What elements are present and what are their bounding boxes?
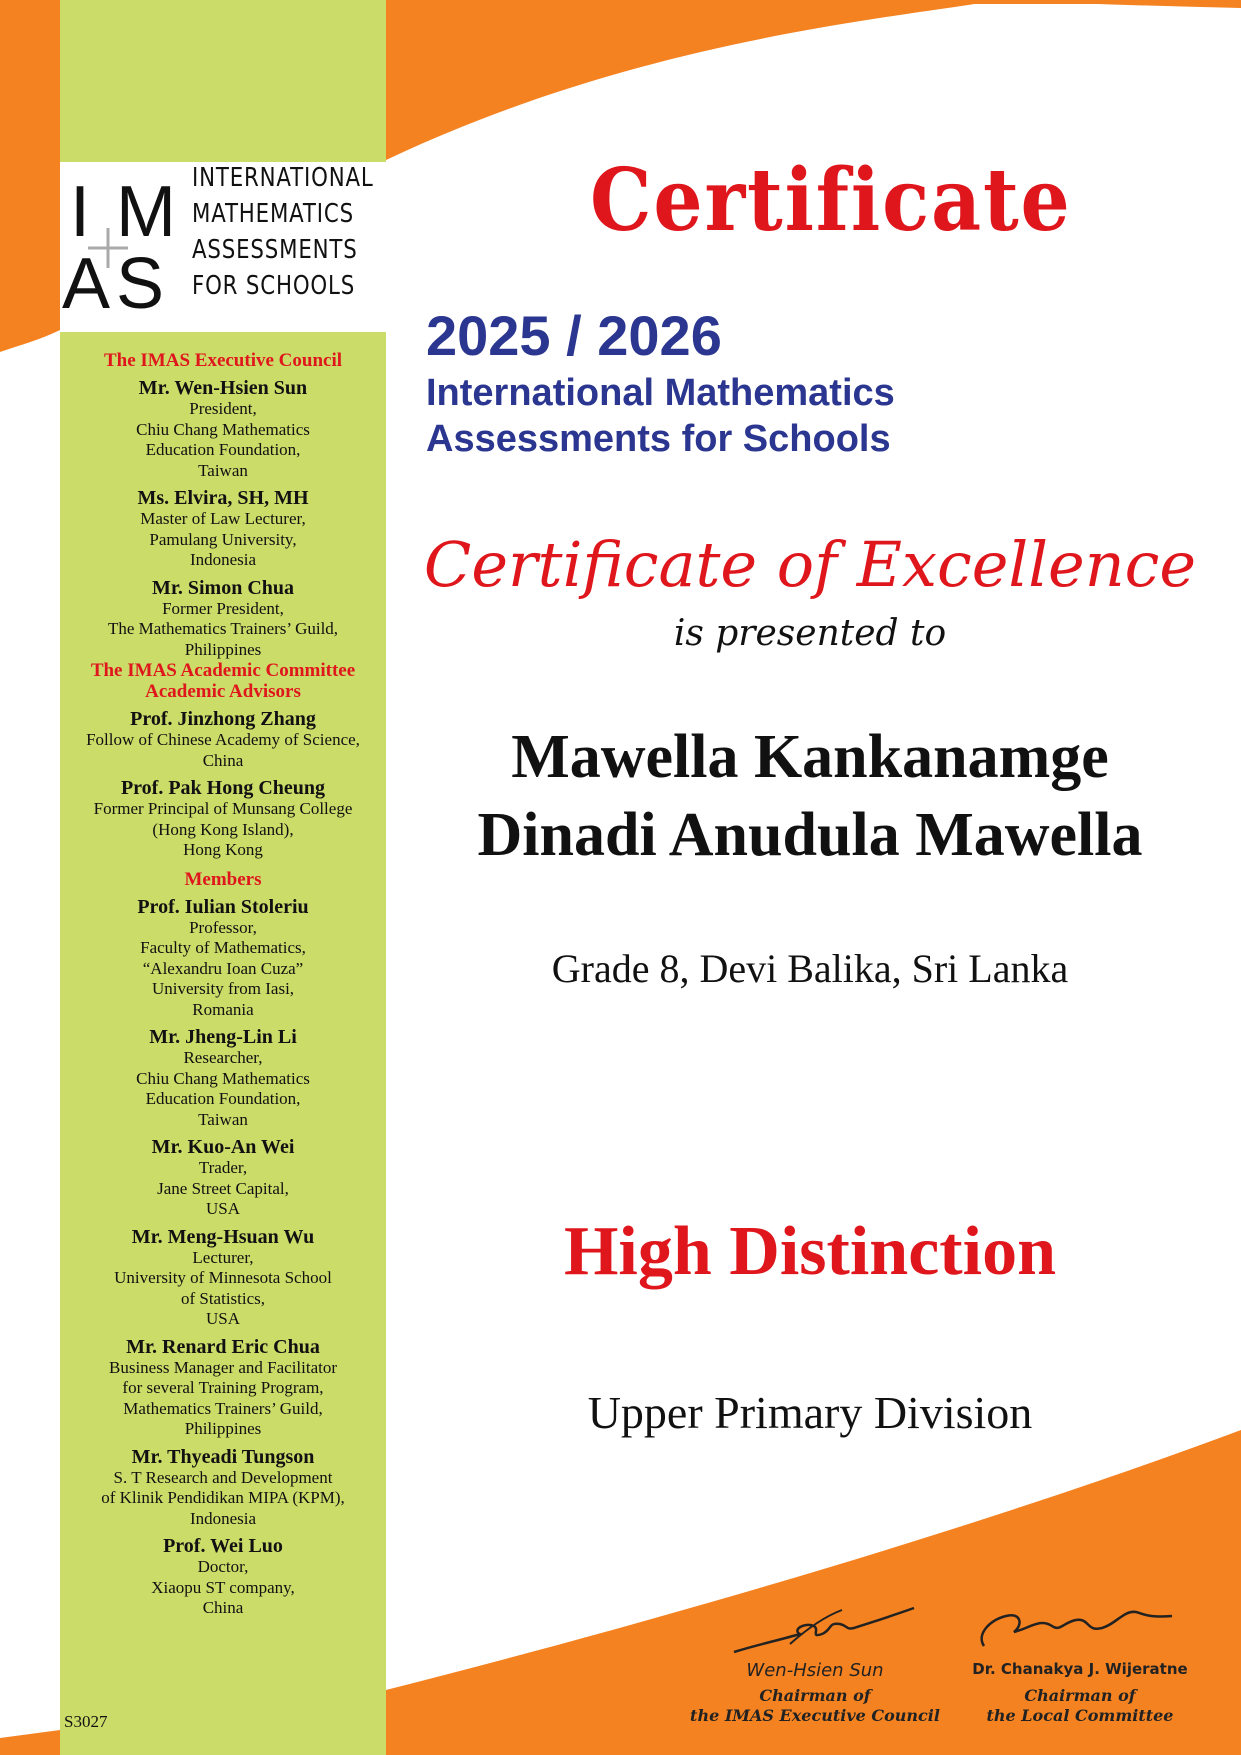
organization-line-2: Assessments for Schools xyxy=(426,418,891,460)
member-line: Indonesia xyxy=(189,1508,257,1528)
member-line: for several Training Program, xyxy=(122,1378,324,1397)
member-line: Education Foundation, xyxy=(145,440,301,459)
signature-1-graphic xyxy=(730,1600,920,1660)
member-name: Prof. Jinzhong Zhang xyxy=(130,708,316,730)
logo-letter-a: A xyxy=(62,244,111,324)
member-line: President, xyxy=(189,399,257,418)
member-line: Philippines xyxy=(184,1419,262,1438)
division: Upper Primary Division xyxy=(587,1387,1033,1438)
member-line: Faculty of Mathematics, xyxy=(140,938,306,957)
member-name: Mr. Meng-Hsuan Wu xyxy=(131,1225,315,1248)
council-member xyxy=(60,377,386,481)
council-member xyxy=(60,1136,386,1220)
academic-committee-heading: The IMAS Academic Committee xyxy=(90,660,356,681)
signatory-1-title xyxy=(670,1686,960,1726)
member-line: Researcher, xyxy=(183,1048,263,1067)
signatory-2-name: Dr. Chanakya J. Wijeratne xyxy=(972,1660,1188,1678)
member-line: Mathematics Trainers’ Guild, xyxy=(123,1398,323,1418)
council-member xyxy=(60,1336,386,1440)
member-name: Ms. Elvira, SH, MH xyxy=(137,487,309,509)
member-line: Doctor, xyxy=(197,1557,249,1576)
sidebar-panel xyxy=(60,0,386,1755)
recipient-school: Grade 8, Devi Balika, Sri Lanka xyxy=(551,946,1069,991)
serial-number: S3027 xyxy=(64,1712,108,1731)
logo-plus-icon xyxy=(84,224,132,272)
logo-word-2: MATHEMATICS xyxy=(192,199,354,229)
recipient-name-line-2: Dinadi Anudula Mawella xyxy=(477,801,1143,869)
achievement-level: High Distinction xyxy=(563,1213,1057,1290)
member-line: of Klinik Pendidikan MIPA (KPM), xyxy=(101,1488,345,1507)
signatory-1-title-line-2: the IMAS Executive Council xyxy=(690,1706,940,1725)
member-line: Business Manager and Facilitator xyxy=(108,1357,338,1377)
member-line: Former Principal of Munsang College xyxy=(93,799,353,818)
member-line: The Mathematics Trainers’ Guild, xyxy=(107,619,339,638)
member-line: Taiwan xyxy=(198,1109,248,1129)
member-line: Chiu Chang Mathematics xyxy=(136,419,310,439)
member-line: Taiwan xyxy=(198,460,248,480)
member-name: Prof. Wei Luo xyxy=(163,1535,283,1557)
signature-2-graphic xyxy=(968,1598,1178,1658)
member-line: Former President, xyxy=(162,598,284,618)
member-line: Jane Street Capital, xyxy=(157,1178,289,1198)
logo-letter-i: I xyxy=(70,172,91,252)
member-name: Mr. Simon Chua xyxy=(151,576,295,599)
organization-line-1: International Mathematics xyxy=(426,372,895,414)
member-line: Xiaopu ST company, xyxy=(151,1577,295,1597)
top-right-orange-swoosh xyxy=(386,0,1000,160)
member-line: Pamulang University, xyxy=(149,529,297,549)
member-line: Lecturer, xyxy=(192,1247,254,1267)
member-line: USA xyxy=(205,1199,240,1218)
council-member xyxy=(60,487,386,571)
presented-to-text: is presented to xyxy=(673,613,947,654)
logo-word-1: INTERNATIONAL xyxy=(192,163,374,193)
council-member xyxy=(60,896,386,1021)
logo-letter-s: S xyxy=(116,244,165,324)
left-orange-strip xyxy=(0,0,60,352)
council-member xyxy=(60,708,386,771)
member-line: Romania xyxy=(192,999,254,1019)
logo-word-3: ASSESSMENTS xyxy=(192,235,358,265)
member-line: Indonesia xyxy=(189,550,257,569)
logo-letter-m: M xyxy=(116,172,176,252)
member-name: Mr. Thyeadi Tungson xyxy=(131,1445,315,1468)
council-member xyxy=(60,577,386,661)
member-line: (Hong Kong Island), xyxy=(152,819,294,839)
council-member xyxy=(60,1026,386,1130)
member-name: Mr. Wen-Hsien Sun xyxy=(138,377,308,399)
council-member xyxy=(60,1535,386,1619)
member-name: Mr. Renard Eric Chua xyxy=(126,1335,320,1358)
signatory-1-title-line-1: Chairman of xyxy=(759,1686,871,1705)
member-name: Mr. Jheng-Lin Li xyxy=(149,1026,297,1048)
member-line: Chiu Chang Mathematics xyxy=(136,1068,310,1088)
member-name: Prof. Pak Hong Cheung xyxy=(120,777,326,799)
member-line: “Alexandru Ioan Cuza” xyxy=(142,958,304,978)
bottom-left-orange-strip xyxy=(0,1730,60,1755)
executive-council-heading: The IMAS Executive Council xyxy=(103,350,343,371)
council-member xyxy=(60,1446,386,1530)
council-list xyxy=(60,350,386,1619)
council-member xyxy=(60,1226,386,1330)
member-line: China xyxy=(202,750,244,770)
signatory-2-title xyxy=(950,1686,1210,1726)
member-line: Philippines xyxy=(184,639,262,659)
signatory-2-title-line-2: the Local Committee xyxy=(986,1706,1174,1725)
member-line: Trader, xyxy=(198,1158,248,1177)
member-line: Education Foundation, xyxy=(145,1089,301,1108)
award-type: Certificate of Excellence xyxy=(423,528,1197,601)
member-line: University from Iasi, xyxy=(151,979,295,998)
members-heading: Members xyxy=(184,868,262,890)
council-member xyxy=(60,777,386,861)
member-line: Master of Law Lecturer, xyxy=(140,509,306,528)
member-line: Follow of Chinese Academy of Science, xyxy=(86,730,360,749)
member-line: China xyxy=(202,1598,244,1617)
academic-advisors-heading: Academic Advisors xyxy=(145,681,301,702)
member-line: S. T Research and Development xyxy=(113,1467,333,1487)
member-line: of Statistics, xyxy=(180,1288,266,1308)
member-name: Mr. Kuo-An Wei xyxy=(151,1136,295,1158)
member-line: USA xyxy=(205,1309,240,1328)
logo-word-4: FOR SCHOOLS xyxy=(192,271,356,301)
member-line: University of Minnesota School xyxy=(114,1268,332,1287)
recipient-name-line-1: Mawella Kankanamge xyxy=(511,723,1109,791)
signatory-2-title-line-1: Chairman of xyxy=(1024,1686,1136,1705)
member-name: Prof. Iulian Stoleriu xyxy=(137,895,309,918)
certificate-title: Certificate xyxy=(590,150,1072,251)
imas-logo xyxy=(60,162,386,332)
assessment-year: 2025 / 2026 xyxy=(426,304,722,367)
signatory-1-name: Wen-Hsien Sun xyxy=(746,1660,884,1681)
member-line: Professor, xyxy=(189,917,257,937)
member-line: Hong Kong xyxy=(183,840,263,859)
